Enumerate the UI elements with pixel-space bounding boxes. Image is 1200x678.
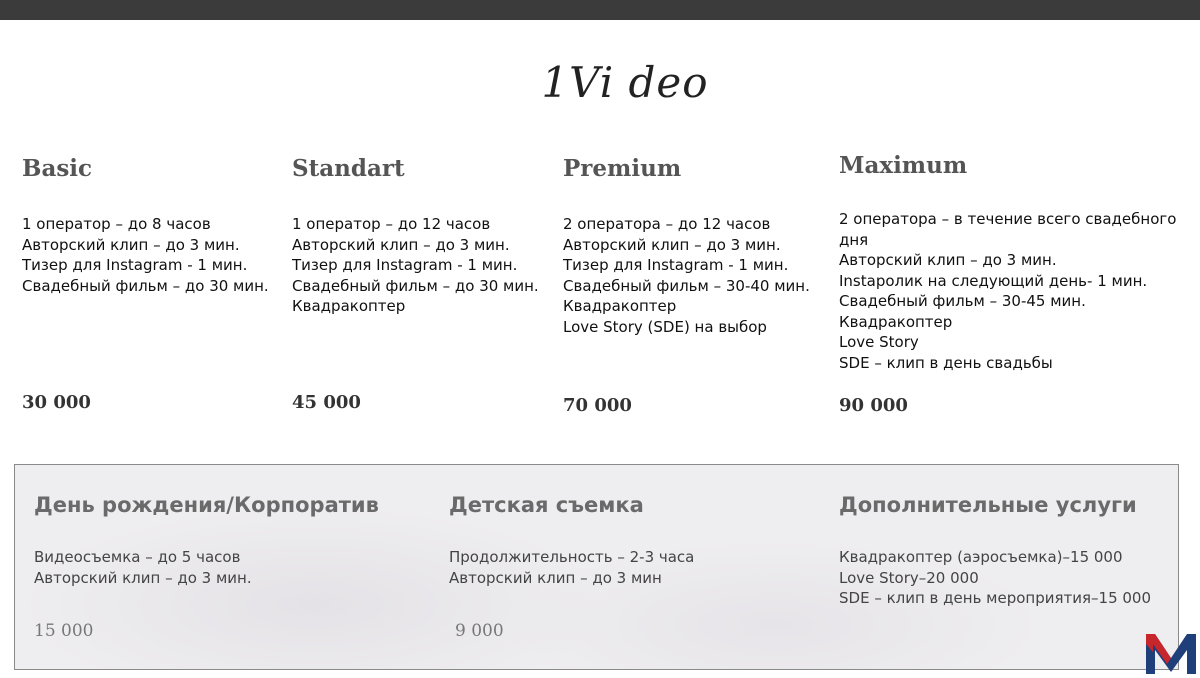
feature-item: SDE – клип в день мероприятия–15 000 — [839, 589, 1152, 607]
feature-item: 2 оператора – до 12 часов — [563, 215, 771, 233]
package-price: 45 000 — [292, 392, 361, 413]
feature-item: Квадракоптер (аэросъемка)–15 000 — [839, 548, 1123, 566]
m-logo-icon — [1146, 632, 1196, 674]
service-price: 15 000 — [34, 621, 94, 641]
feature-item: Тизер для Instagram - 1 мин. — [563, 256, 789, 274]
service-extras — [839, 493, 1151, 609]
feature-item: Love Story (SDE) на выбор — [563, 317, 767, 336]
feature-list — [839, 209, 1176, 373]
feature-item: Авторский клип – до 3 мин. — [839, 251, 1057, 269]
service-name: Дополнительные услуги — [839, 493, 1137, 517]
package-basic — [22, 155, 269, 296]
feature-list — [22, 214, 269, 296]
feature-item: Авторский клип – до 3 мин. — [292, 235, 510, 254]
feature-item: Тизер для Instagram - 1 мин. — [292, 256, 518, 274]
feature-item: Свадебный фильм – до 30 мин. — [22, 276, 269, 295]
feature-item: 1 оператор – до 12 часов — [292, 215, 491, 233]
feature-item: Свадебный фильм – до 30 мин. — [292, 276, 539, 295]
feature-item: 2 оператора – в течение всего свадебного — [839, 210, 1177, 228]
feature-list — [839, 547, 1151, 609]
package-name: Maximum — [839, 152, 968, 179]
feature-item: Love Story — [839, 333, 919, 351]
feature-list — [34, 547, 379, 588]
package-standart — [292, 155, 539, 317]
feature-item: Love Story–20 000 — [839, 568, 979, 587]
service-price: 9 000 — [455, 621, 504, 641]
feature-item: Квадракоптер — [839, 312, 953, 331]
feature-item: Свадебный фильм – 30-40 мин. — [563, 276, 810, 295]
top-bar — [0, 0, 1200, 20]
feature-list — [563, 214, 810, 337]
feature-item: 1 оператор – до 8 часов — [22, 215, 211, 233]
feature-item: Авторский клип – до 3 мин. — [563, 235, 781, 254]
feature-item: Тизер для Instagram - 1 мин. — [22, 256, 248, 274]
package-name: Basic — [22, 155, 93, 182]
feature-item: SDE – клип в день свадьбы — [839, 353, 1053, 372]
feature-item: Авторский клип – до 3 мин — [449, 568, 662, 587]
service-name: Детская съемка — [449, 493, 644, 517]
feature-item: Свадебный фильм – 30-45 мин. — [839, 292, 1086, 310]
package-name: Standart — [292, 155, 405, 182]
package-name: Premium — [563, 155, 682, 182]
feature-item: Квадракоптер — [563, 297, 677, 315]
service-kids — [449, 493, 694, 588]
feature-item: Продолжительность – 2-3 часа — [449, 548, 695, 566]
package-price: 90 000 — [839, 395, 908, 416]
service-birthday-corporate — [34, 493, 379, 588]
package-maximum — [839, 152, 1176, 373]
feature-item: Авторский клип – до 3 мин. — [22, 235, 240, 254]
feature-list — [449, 547, 694, 588]
package-price: 70 000 — [563, 395, 632, 416]
package-price: 30 000 — [22, 392, 91, 413]
feature-list — [292, 214, 539, 317]
feature-item: Квадракоптер — [292, 297, 406, 315]
feature-item: Авторский клип – до 3 мин. — [34, 568, 252, 587]
feature-item: Instaролик на следующий день- 1 мин. — [839, 271, 1148, 290]
feature-item: Видеосъемка – до 5 часов — [34, 548, 241, 566]
service-name: День рождения/Корпоратив — [34, 493, 379, 517]
feature-item: дня — [839, 230, 869, 249]
services-panel — [14, 464, 1179, 670]
package-premium — [563, 155, 810, 337]
brand-title: 1Vi deo — [541, 58, 709, 107]
